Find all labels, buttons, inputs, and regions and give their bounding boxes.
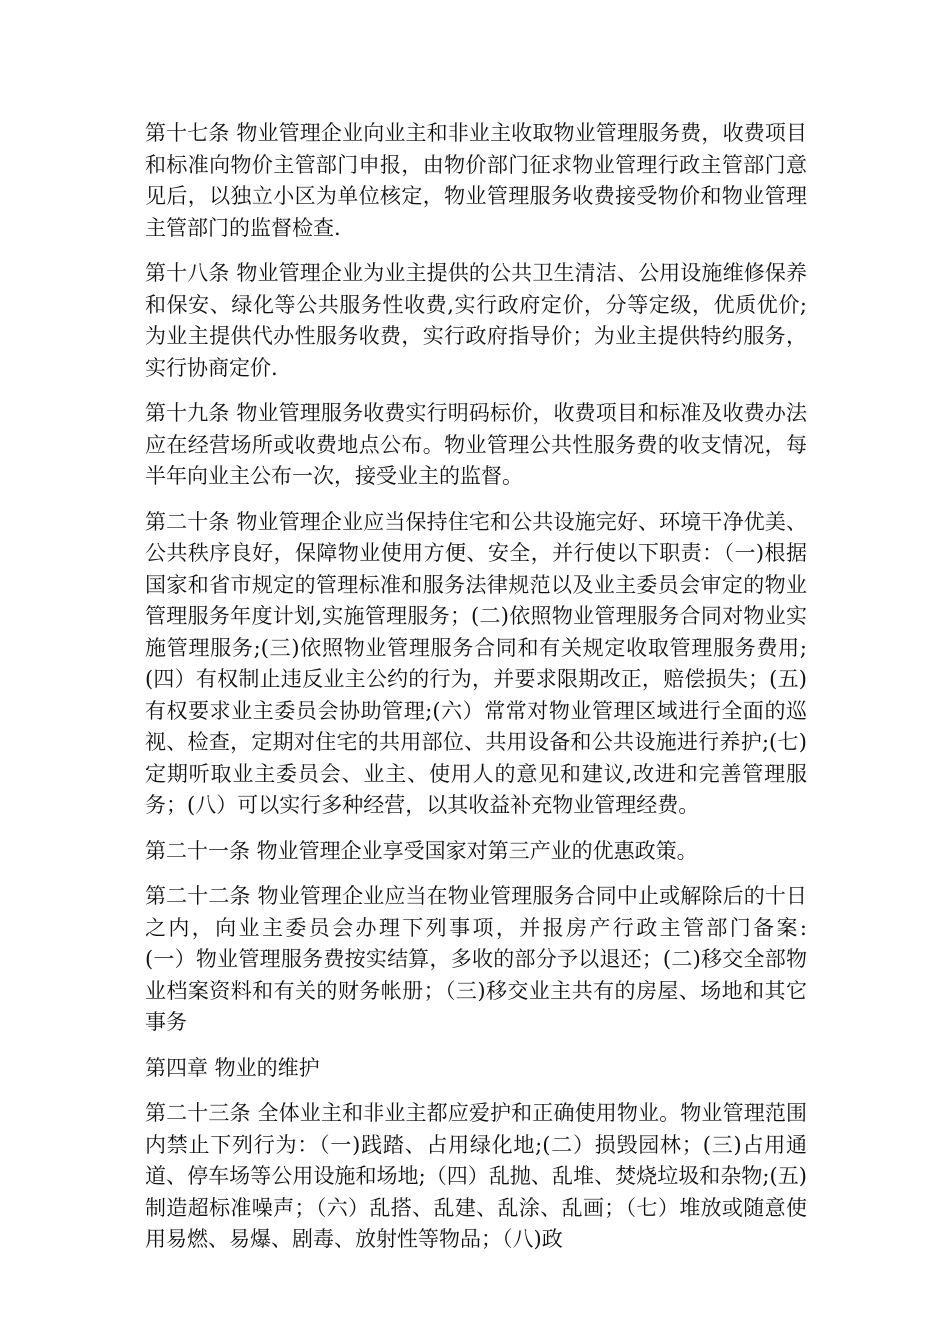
- document-body: [145, 118, 849, 1270]
- article-22-paragraph: 第二十二条 物业管理企业应当在物业管理服务合同中止或解除后的十日之内，向业主委员会办理下列事项，并报房产行政主管部门备案: (一）物业管理服务费按实结算，多收的部分予以退还；(二)移交全部物业档案资料和有关的财务帐册；（三)移交业主共有的房屋、场地和其它事务: [145, 884, 849, 1034]
- article-18-paragraph: 第十八条 物业管理企业为业主提供的公共卫生清洁、公用设施维修保养和保安、绿化等公共服务性收费,实行政府定价，分等定级，优质优价;为业主提供代办性服务收费，实行政府指导价；为业主提供特约服务，实行协商定价.: [145, 261, 807, 380]
- article-21-paragraph: 第二十一条 物业管理企业享受国家对第三产业的优惠政策。: [145, 838, 698, 863]
- chapter-4-heading: 第四章 物业的维护: [145, 1055, 320, 1080]
- article-23-paragraph: 第二十三条 全体业主和非业主都应爱护和正确使用物业。物业管理范围内禁止下列行为：（一)践踏、占用绿化地;(二）损毁园林；(三)占用通道、停车场等公用设施和场地;（四）乱抛、乱堆、焚烧垃圾和杂物;(五)制造超标准噪声；（六）乱搭、乱建、乱涂、乱画；（七）堆放或随意使用易燃、易爆、剧毒、放射性等物品；（八)政: [145, 1101, 807, 1251]
- article-20-paragraph: 第二十条 物业管理企业应当保持住宅和公共设施完好、环境干净优美、公共秩序良好，保障物业使用方便、安全，并行使以下职责：（一)根据国家和省市规定的管理标准和服务法律规范以及业主委员会审定的物业管理服务年度计划,实施管理服务；(二)依照物业管理服务合同对物业实施管理服务;(三)依照物业管理服务合同和有关规定收取管理服务费用;(四）有权制止违反业主公约的行为，并要求限期改正，赔偿损失；(五)有权要求业主委员会协助管理;(六）常常对物业管理区域进行全面的巡视、检查，定期对住宅的共用部位、共用设备和公共设施进行养护;(七)定期听取业主委员会、业主、使用人的意见和建议,改进和完善管理服务；(八）可以实行多种经营，以其收益补充物业管理经费。: [145, 509, 807, 817]
- article-19-paragraph: 第十九条 物业管理服务收费实行明码标价，收费项目和标准及收费办法应在经营场所或收费地点公布。物业管理公共性服务费的收支情况，每半年向业主公布一次，接受业主的监督。: [145, 401, 807, 488]
- article-17-paragraph: 第十七条 物业管理企业向业主和非业主收取物业管理服务费，收费项目和标准向物价主管部门申报，由物价部门征求物业管理行政主管部门意见后，以独立小区为单位核定，物业管理服务收费接受物价和物业管理主管部门的监督检查.: [145, 121, 807, 240]
